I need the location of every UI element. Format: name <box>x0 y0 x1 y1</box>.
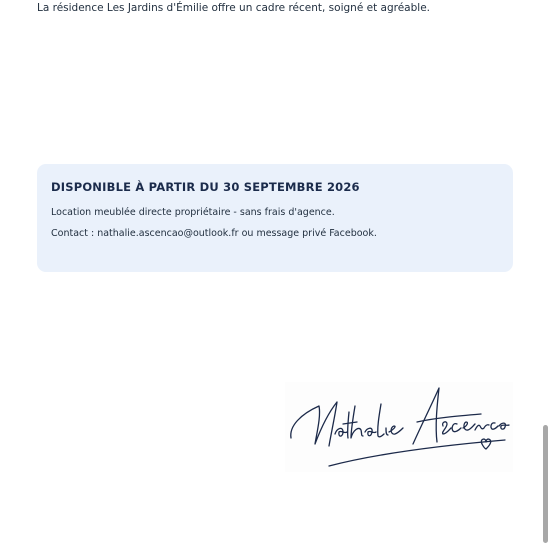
availability-box <box>37 164 513 272</box>
intro-text: La résidence Les Jardins d'Émilie offre un cadre récent, soigné et agréable. <box>37 2 430 14</box>
handwritten-signature <box>285 382 513 472</box>
signature-image <box>285 382 513 472</box>
rental-terms-text: Location meublée directe propriétaire - sans frais d'agence. <box>51 207 335 218</box>
contact-text: Contact : nathalie.ascencao@outlook.fr ou message privé Facebook. <box>51 228 377 239</box>
availability-title: DISPONIBLE À PARTIR DU 30 SEPTEMBRE 2026 <box>51 180 360 194</box>
scrollbar-thumb[interactable] <box>543 425 548 543</box>
